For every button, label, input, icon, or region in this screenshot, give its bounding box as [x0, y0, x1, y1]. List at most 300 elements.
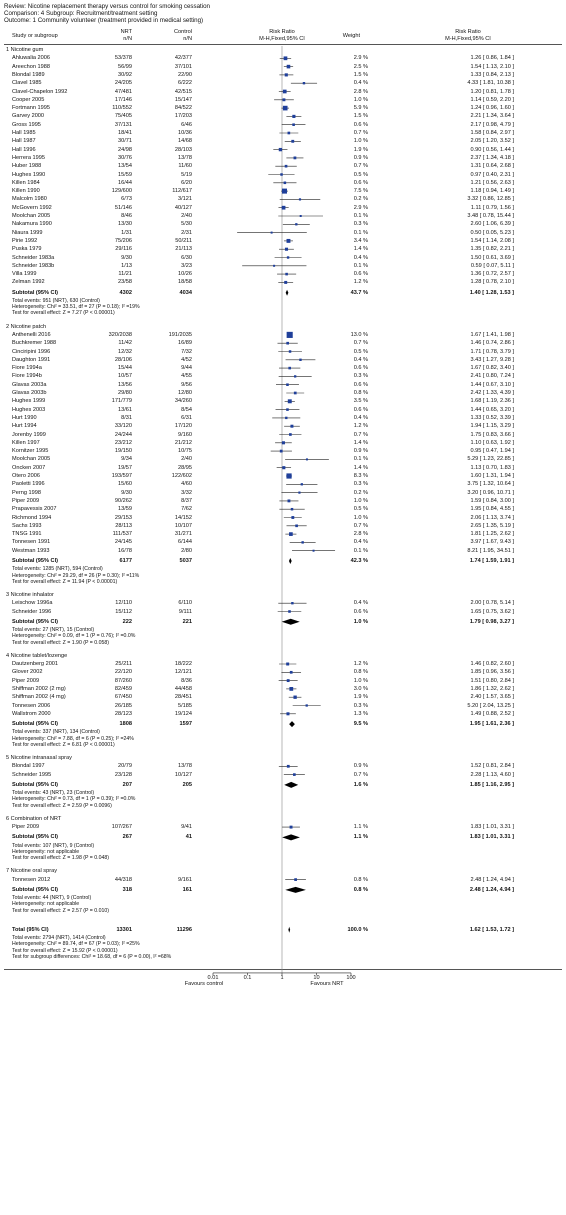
group-6-note-3: Test for overall effect: Z = 1.98 (P = 0.048) — [12, 855, 109, 862]
group-3-study-2-name: Schneider 1996 — [12, 608, 52, 615]
group-1-study-20-nrt: 8/46 — [121, 213, 132, 219]
group-5-subtotal-weight: 1.6 % — [353, 781, 368, 788]
group-2-study-5-risk-ratio: 1.67 [ 0.82, 3.40 ] — [470, 365, 514, 372]
group-1-study-1-risk-ratio: 1.26 [ 0.86, 1.84 ] — [470, 55, 514, 62]
group-2-study-9-weight: 3.5 % — [353, 398, 368, 405]
group-2-study-17-point — [282, 466, 285, 469]
group-2-study-18-risk-ratio: 1.60 [ 1.31, 1.94 ] — [470, 473, 514, 479]
group-2-study-24-name: Sachs 1993 — [12, 522, 42, 529]
group-2-study-25-control: 31/271 — [174, 531, 192, 538]
group-1-study-13-control: 13/78 — [178, 154, 192, 161]
group-3-study-1-weight: 0.4 % — [353, 600, 368, 607]
group-2-subtotal-weight: 42.3 % — [350, 558, 368, 564]
group-6-study-1-weight: 1.1 % — [353, 824, 368, 831]
group-1-study-20-risk-ratio: 3.48 [ 0.78, 15.44 ] — [467, 213, 514, 219]
group-2-study-1-nrt: 320/2038 — [108, 331, 132, 338]
group-1-study-17-weight: 7.5 % — [353, 188, 368, 195]
x-tick-label-3: 1 — [280, 974, 284, 981]
group-6-subtotal-risk-ratio: 1.83 [ 1.01, 3.31 ] — [469, 834, 514, 841]
group-2-study-16-control: 2/40 — [181, 456, 192, 463]
group-1-study-28-control: 18/58 — [178, 279, 192, 286]
group-2-study-27-point — [313, 550, 315, 552]
group-4-study-6-control: 5/185 — [178, 702, 192, 709]
review-title: Review: Nicotine replacement therapy versus control for smoking cessation — [4, 3, 210, 10]
group-1-study-13-name: Herrera 1995 — [12, 154, 45, 161]
group-1-study-17-control: 112/617 — [172, 188, 192, 195]
group-1-study-24-point — [285, 248, 288, 251]
group-1-study-1-weight: 2.9 % — [353, 55, 368, 62]
group-1-study-12-risk-ratio: 0.90 [ 0.56, 1.44 ] — [470, 146, 514, 153]
group-5-note-1: Total events: 43 (NRT), 23 (Control) — [12, 790, 95, 797]
group-4-study-1-weight: 1.2 % — [353, 661, 368, 667]
group-2-study-1-risk-ratio: 1.67 [ 1.41, 1.98 ] — [470, 331, 514, 338]
group-2-study-6-nrt: 10/57 — [118, 373, 132, 380]
total-note-4: Test for subgroup differences: Chi² = 18.68, df = 6 (P = 0.00), I² =68% — [12, 953, 172, 960]
group-2-study-26-weight: 0.4 % — [353, 539, 368, 546]
group-2-study-18-point — [286, 473, 291, 478]
group-2-study-25-name: TNSG 1991 — [12, 531, 42, 538]
group-4-study-6-nrt: 26/185 — [114, 702, 132, 709]
group-2-study-24-point — [295, 524, 298, 527]
group-4-study-4-point — [289, 687, 293, 691]
group-1-study-13-weight: 0.9 % — [353, 154, 368, 161]
group-1-study-7-weight: 5.9 % — [353, 105, 368, 112]
group-7-note-1: Total events: 44 (NRT), 9 (Control) — [12, 895, 92, 902]
group-7-subtotal-diamond — [285, 887, 306, 893]
group-1-study-20-control: 2/40 — [181, 213, 192, 219]
group-1-study-7-name: Fortmann 1995 — [12, 105, 50, 112]
group-1-study-5-nrt: 47/481 — [114, 88, 132, 95]
group-4-study-5-risk-ratio: 2.40 [ 1.57, 3.65 ] — [470, 694, 514, 701]
group-1-study-27-weight: 0.6 % — [353, 271, 368, 278]
group-2-study-15-risk-ratio: 0.95 [ 0.47, 1.94 ] — [470, 448, 514, 455]
group-1-study-25-weight: 0.4 % — [353, 254, 368, 261]
group-2-study-11-point — [285, 417, 287, 419]
group-1-study-17-risk-ratio: 1.18 [ 0.94, 1.49 ] — [470, 188, 514, 195]
x-tick-label-2: 0.1 — [243, 974, 252, 981]
group-7-study-1-point — [294, 878, 297, 881]
group-2-study-19-control: 4/60 — [181, 481, 192, 488]
group-2-study-26-name: Tonnesen 1991 — [12, 539, 51, 546]
col-header-nrt-sub: n/N — [123, 36, 132, 42]
group-3-study-2-risk-ratio: 1.65 [ 0.75, 3.62 ] — [470, 608, 514, 615]
group-2-study-3-risk-ratio: 1.71 [ 0.78, 3.79 ] — [470, 348, 514, 355]
group-6-note-1: Total events: 107 (NRT), 9 (Control) — [12, 842, 95, 849]
col-header-risk-ratio-2: Risk Ratio — [455, 29, 481, 35]
group-2-study-17-nrt: 19/57 — [118, 464, 132, 471]
group-2-study-18-nrt: 193/597 — [111, 473, 132, 479]
group-2-study-5-control: 9/44 — [181, 365, 192, 372]
group-1-study-23-nrt: 75/206 — [114, 237, 132, 244]
group-1-study-16-name: Killen 1984 — [12, 179, 40, 186]
group-1-study-12-name: Hall 1996 — [12, 146, 36, 153]
group-2-study-27-name: Westman 1993 — [12, 547, 50, 554]
group-3-study-1-nrt: 12/110 — [115, 600, 132, 607]
group-5-study-1-nrt: 20/79 — [118, 763, 132, 770]
group-2-study-20-control: 3/32 — [181, 489, 192, 496]
group-2-study-21-nrt: 90/262 — [114, 497, 132, 504]
group-4-note-1: Total events: 337 (NRT), 134 (Control) — [12, 729, 100, 736]
group-1-study-3-point — [285, 73, 288, 76]
axis-label-favours-control: Favours control — [184, 980, 224, 987]
group-1-study-7-risk-ratio: 1.24 [ 0.96, 1.60 ] — [470, 105, 514, 112]
group-3-subtotal-nrt: 222 — [122, 618, 132, 625]
group-2-study-19-weight: 0.3 % — [353, 481, 368, 488]
group-7-study-1-nrt: 44/318 — [114, 876, 132, 883]
comparison-title: Comparison: 4 Subgroup: Recruitment/treatment setting — [4, 10, 158, 17]
group-1-study-11-nrt: 30/71 — [118, 138, 132, 145]
group-1-study-10-risk-ratio: 1.58 [ 0.84, 2.97 ] — [470, 130, 514, 136]
group-2-study-10-name: Hughes 2003 — [12, 406, 46, 413]
group-2-study-16-name: Moolchan 2005 — [12, 456, 51, 463]
group-2-study-18-name: Otero 2006 — [12, 473, 40, 479]
group-1-study-27-nrt: 11/21 — [118, 271, 132, 278]
group-2-subtotal-label: Subtotal (95% CI) — [12, 558, 58, 564]
group-4-study-7-control: 19/124 — [174, 710, 192, 717]
group-6-subtotal-nrt: 267 — [122, 834, 132, 841]
group-2-study-10-control: 8/54 — [181, 406, 192, 413]
group-2-study-9-nrt: 171/779 — [111, 398, 132, 405]
group-2-note-2: Heterogeneity: Chi² = 29.29, df = 26 (P = 0.30); I² =11% — [12, 572, 140, 579]
group-1-note-1: Total events: 951 (NRT), 630 (Control) — [12, 298, 100, 304]
group-5-title: 5 Nicotine intranasal spray — [6, 755, 72, 761]
group-2-study-2-control: 16/89 — [178, 340, 192, 347]
group-2-study-19-risk-ratio: 3.75 [ 1.32, 10.64 ] — [467, 481, 514, 488]
group-4-study-3-point — [287, 679, 290, 682]
group-1-study-8-weight: 1.5 % — [353, 113, 368, 120]
group-6-subtotal-diamond — [282, 834, 300, 840]
group-2-study-17-risk-ratio: 1.13 [ 0.70, 1.83 ] — [470, 464, 514, 471]
group-7-subtotal-control: 161 — [182, 886, 192, 893]
group-1-study-2-weight: 2.5 % — [353, 63, 368, 70]
group-1-study-21-weight: 0.3 % — [353, 221, 368, 228]
group-1-study-21-nrt: 13/30 — [118, 221, 132, 228]
group-4-study-3-risk-ratio: 1.51 [ 0.80, 2.84 ] — [470, 677, 514, 684]
group-4-study-4-control: 44/458 — [174, 685, 192, 692]
group-1-study-5-control: 42/515 — [174, 88, 192, 95]
group-2-study-27-risk-ratio: 8.21 [ 1.95, 34.51 ] — [467, 547, 514, 554]
group-2-study-22-name: Prapavessis 2007 — [12, 506, 57, 513]
group-4-subtotal-label: Subtotal (95% CI) — [12, 721, 58, 728]
group-2-study-3-point — [289, 350, 291, 352]
group-4-study-3-name: Piper 2009 — [12, 677, 40, 684]
group-1-study-7-nrt: 110/552 — [112, 105, 132, 112]
group-1-study-10-nrt: 18/41 — [118, 130, 132, 136]
group-2-study-8-control: 12/80 — [178, 390, 192, 396]
group-1-study-18-control: 3/121 — [178, 196, 192, 203]
total-note-2: Heterogeneity: Chi² = 89.74, df = 67 (P = 0.03); I² =25% — [12, 941, 140, 948]
group-4-study-4-name: Shiffman 2002 (2 mg) — [12, 685, 66, 692]
group-2-study-23-point — [291, 516, 294, 519]
group-2-study-2-name: Buchkremer 1988 — [12, 340, 57, 347]
group-4-study-1-point — [286, 663, 289, 666]
group-1-study-1-control: 42/377 — [174, 55, 192, 62]
group-1-study-17-name: Killen 1990 — [12, 188, 40, 195]
group-6-study-1-name: Piper 2009 — [12, 824, 40, 831]
group-1-study-8-point — [292, 115, 295, 118]
group-2-study-24-weight: 0.7 % — [353, 522, 368, 529]
group-4-study-2-weight: 0.8 % — [353, 669, 368, 676]
group-1-study-20-name: Moolchan 2005 — [12, 213, 51, 219]
group-6-subtotal-label: Subtotal (95% CI) — [12, 834, 58, 841]
group-5-study-1-weight: 0.9 % — [353, 763, 368, 770]
group-2-study-4-control: 4/52 — [181, 356, 192, 363]
group-2-study-4-point — [299, 359, 301, 361]
group-2-study-23-nrt: 29/153 — [114, 514, 132, 521]
group-1-study-2-name: Areechon 1988 — [12, 63, 50, 70]
group-1-study-10-control: 10/36 — [178, 130, 192, 136]
group-1-study-28-risk-ratio: 1.28 [ 0.78, 2.10 ] — [470, 279, 514, 286]
group-2-study-12-name: Hurt 1994 — [12, 423, 37, 430]
group-2-study-15-point — [280, 450, 283, 453]
group-3-subtotal-risk-ratio: 1.79 [ 0.98, 3.27 ] — [469, 618, 514, 625]
outcome-title: Outcome: 1 Community volunteer (treatment provided in medical setting) — [4, 17, 204, 24]
group-4-study-7-name: Wallstrom 2000 — [12, 710, 51, 717]
group-2-subtotal-control: 5037 — [179, 558, 192, 564]
group-1-study-15-risk-ratio: 0.97 [ 0.40, 2.31 ] — [470, 171, 514, 178]
group-1-study-19-point — [282, 206, 286, 210]
group-5-subtotal-diamond — [284, 782, 298, 788]
group-1-study-9-name: Gross 1995 — [12, 121, 41, 128]
group-4-study-7-point — [286, 712, 289, 715]
group-4-study-4-nrt: 82/459 — [114, 685, 132, 692]
group-1-study-4-point — [303, 82, 305, 84]
group-4-note-2: Heterogeneity: Chi² = 7.88, df = 6 (P = 0.25); I² =24% — [12, 735, 134, 742]
group-1-study-17-point — [282, 189, 287, 194]
group-2-study-1-name: Anthenelli 2016 — [12, 331, 51, 338]
group-2-study-7-point — [286, 383, 289, 386]
group-1-study-14-risk-ratio: 1.31 [ 0.64, 2.68 ] — [470, 163, 514, 170]
group-4-study-2-risk-ratio: 1.85 [ 0.96, 3.56 ] — [470, 669, 514, 676]
group-2-study-2-point — [286, 342, 289, 345]
group-1-study-9-control: 6/46 — [181, 121, 192, 128]
group-3-study-1-risk-ratio: 2.00 [ 0.78, 5.14 ] — [470, 600, 514, 607]
group-7-subtotal-nrt: 318 — [122, 886, 132, 893]
group-1-study-20-point — [300, 215, 302, 217]
group-2-study-27-nrt: 16/78 — [118, 547, 132, 554]
group-1-study-8-name: Garvey 2000 — [12, 113, 45, 120]
group-2-study-20-weight: 0.2 % — [353, 489, 368, 496]
group-2-study-6-weight: 0.3 % — [353, 373, 368, 380]
group-1-study-15-name: Hughes 1990 — [12, 171, 46, 178]
col-header-nrt: NRT — [120, 29, 132, 35]
group-1-study-3-name: Blondal 1989 — [12, 71, 45, 78]
group-1-study-13-point — [294, 157, 297, 160]
group-1-study-23-point — [287, 239, 291, 243]
group-4-study-3-weight: 1.0 % — [353, 677, 368, 684]
group-2-study-4-name: Daughton 1991 — [12, 356, 51, 363]
group-2-study-9-point — [288, 399, 292, 403]
group-1-study-19-control: 40/127 — [174, 204, 192, 211]
group-1-study-25-risk-ratio: 1.50 [ 0.61, 3.69 ] — [470, 254, 514, 261]
group-4-study-6-risk-ratio: 5.20 [ 2.04, 13.25 ] — [467, 702, 514, 709]
group-3-note-3: Test for overall effect: Z = 1.90 (P = 0.058) — [12, 639, 109, 646]
group-2-study-24-risk-ratio: 2.65 [ 1.35, 5.19 ] — [470, 522, 514, 529]
group-1-study-15-control: 5/19 — [181, 171, 192, 178]
group-5-study-1-name: Blondal 1997 — [12, 763, 45, 770]
total-risk-ratio: 1.62 [ 1.53, 1.72 ] — [469, 926, 514, 933]
group-1-study-16-weight: 0.6 % — [353, 179, 368, 186]
group-1-study-28-point — [284, 281, 287, 284]
group-4-study-7-weight: 1.3 % — [353, 710, 368, 717]
group-5-subtotal-control: 205 — [182, 781, 192, 788]
group-3-title: 3 Nicotine inhalator — [6, 591, 54, 598]
group-4-subtotal-nrt: 1808 — [119, 721, 132, 728]
group-4-study-2-name: Glover 2002 — [12, 669, 43, 676]
group-2-study-21-name: Piper 2009 — [12, 497, 40, 504]
group-1-study-6-nrt: 17/146 — [114, 96, 132, 103]
group-2-study-23-risk-ratio: 2.06 [ 1.13, 3.74 ] — [470, 514, 514, 521]
group-1-study-8-control: 17/203 — [174, 113, 192, 120]
group-1-study-16-point — [284, 182, 287, 185]
group-2-study-25-nrt: 111/537 — [112, 531, 132, 538]
group-1-study-24-control: 21/113 — [175, 246, 192, 253]
group-2-note-1: Total events: 1285 (NRT), 594 (Control) — [12, 566, 103, 573]
group-3-study-2-weight: 0.6 % — [353, 608, 368, 615]
group-7-study-1-control: 9/161 — [178, 876, 192, 883]
group-1-study-14-weight: 0.7 % — [353, 163, 368, 170]
group-2-study-24-nrt: 28/113 — [115, 522, 132, 529]
group-4-study-3-nrt: 87/260 — [114, 677, 132, 684]
group-2-study-16-nrt: 9/34 — [121, 456, 132, 463]
total-nrt: 13301 — [116, 926, 132, 933]
group-2-study-15-control: 10/75 — [178, 448, 192, 455]
col-header-risk-ratio-method: M-H,Fixed,95% CI — [259, 36, 305, 42]
group-2-study-17-control: 28/95 — [178, 464, 192, 471]
group-1-study-9-risk-ratio: 2.17 [ 0.98, 4.79 ] — [470, 121, 514, 128]
group-3-note-1: Total events: 27 (NRT), 15 (Control) — [12, 627, 95, 634]
group-2-study-14-risk-ratio: 1.10 [ 0.63, 1.92 ] — [470, 439, 514, 446]
group-1-study-22-nrt: 1/31 — [121, 229, 132, 236]
group-1-study-21-name: Nakamura 1990 — [12, 221, 52, 228]
group-1-study-21-point — [295, 223, 297, 225]
group-2-study-23-weight: 1.0 % — [353, 514, 368, 521]
group-2-study-11-risk-ratio: 1.33 [ 0.52, 3.39 ] — [470, 414, 514, 421]
group-1-study-3-risk-ratio: 1.33 [ 0.84, 2.13 ] — [470, 71, 514, 78]
col-header-control: Control — [173, 29, 192, 35]
col-header-risk-ratio-method-2: M-H,Fixed,95% CI — [445, 36, 491, 42]
total-label: Total (95% CI) — [12, 926, 49, 933]
group-1-study-15-weight: 0.5 % — [353, 171, 368, 178]
group-7-subtotal-weight: 0.8 % — [353, 886, 368, 893]
group-7-study-1-risk-ratio: 2.48 [ 1.24, 4.94 ] — [470, 876, 514, 883]
group-1-study-25-name: Schneider 1983a — [12, 254, 55, 261]
group-1-study-9-weight: 0.6 % — [353, 121, 368, 128]
group-4-study-2-nrt: 22/120 — [114, 669, 132, 676]
group-1-study-12-point — [279, 148, 282, 151]
group-3-study-1-control: 6/110 — [178, 600, 192, 607]
group-6-subtotal-control: 41 — [185, 834, 192, 841]
group-4-study-7-nrt: 28/123 — [114, 710, 132, 717]
group-4-study-4-weight: 3.0 % — [353, 685, 368, 692]
group-1-study-18-nrt: 6/73 — [121, 196, 132, 203]
group-2-study-16-risk-ratio: 5.29 [ 1.23, 22.85 ] — [467, 456, 514, 463]
group-3-note-2: Heterogeneity: Chi² = 0.09, df = 1 (P = 0.76); I² =0.0% — [12, 633, 136, 640]
group-7-note-2: Heterogeneity: not applicable — [12, 901, 80, 908]
group-2-note-3: Test for overall effect: Z = 11.94 (P < 0.00001) — [12, 578, 118, 585]
group-2-study-14-nrt: 23/212 — [114, 439, 132, 446]
group-2-study-23-name: Richmond 1994 — [12, 514, 52, 521]
group-2-study-13-name: Jorenby 1999 — [12, 431, 46, 438]
group-3-study-2-nrt: 15/112 — [115, 608, 132, 615]
group-2-study-9-name: Hughes 1999 — [12, 398, 46, 405]
group-1-study-19-risk-ratio: 1.11 [ 0.79, 1.56 ] — [470, 204, 514, 211]
group-1-study-28-nrt: 23/58 — [118, 279, 132, 286]
group-5-study-2-weight: 0.7 % — [353, 771, 368, 778]
x-tick-label-4: 10 — [313, 974, 320, 981]
group-4-study-5-nrt: 67/450 — [114, 694, 132, 701]
group-2-study-13-risk-ratio: 1.75 [ 0.83, 3.66 ] — [470, 431, 514, 438]
group-2-study-12-weight: 1.2 % — [353, 423, 368, 430]
group-1-study-9-nrt: 37/131 — [114, 121, 132, 128]
group-2-study-2-nrt: 11/42 — [118, 340, 132, 347]
group-2-study-8-point — [294, 392, 297, 395]
group-2-study-20-point — [298, 492, 300, 494]
group-4-study-1-nrt: 25/211 — [115, 661, 132, 667]
group-4-study-5-weight: 1.9 % — [353, 694, 368, 701]
group-7-note-3: Test for overall effect: Z = 2.57 (P = 0.010) — [12, 907, 109, 914]
group-2-study-8-name: Glavas 2003b — [12, 390, 47, 396]
x-tick-label-1: 0.01 — [207, 974, 219, 981]
group-5-study-1-control: 13/78 — [178, 763, 192, 770]
group-5-note-2: Heterogeneity: Chi² = 0.73, df = 1 (P = 0.39); I² =0.0% — [12, 796, 136, 803]
group-4-study-6-point — [306, 704, 308, 706]
group-7-subtotal-risk-ratio: 2.48 [ 1.24, 4.94 ] — [469, 886, 514, 893]
group-2-study-21-risk-ratio: 1.59 [ 0.84, 3.00 ] — [470, 497, 514, 504]
group-4-subtotal-risk-ratio: 1.95 [ 1.61, 2.36 ] — [469, 721, 514, 728]
group-1-study-2-risk-ratio: 1.54 [ 1.13, 2.10 ] — [470, 63, 514, 70]
group-1-study-5-point — [283, 90, 287, 94]
group-2-study-23-control: 14/152 — [174, 514, 192, 521]
group-3-subtotal-control: 221 — [182, 618, 192, 625]
group-1-study-24-risk-ratio: 1.35 [ 0.82, 2.21 ] — [470, 246, 514, 253]
group-2-study-13-control: 9/160 — [178, 431, 192, 438]
group-1-subtotal-label: Subtotal (95% CI) — [12, 289, 58, 296]
group-1-study-27-point — [285, 273, 288, 276]
group-1-study-22-risk-ratio: 0.50 [ 0.05, 5.23 ] — [470, 229, 514, 236]
group-4-study-7-risk-ratio: 1.49 [ 0.88, 2.52 ] — [470, 710, 514, 717]
group-2-study-8-nrt: 29/80 — [118, 390, 132, 396]
group-1-study-14-point — [285, 165, 288, 168]
group-1-study-11-point — [291, 140, 294, 143]
group-1-study-1-point — [284, 56, 288, 60]
group-4-note-3: Test for overall effect: Z = 6.81 (P < 0.00001) — [12, 741, 115, 748]
group-1-study-26-weight: 0.1 % — [353, 262, 368, 269]
group-2-study-25-point — [289, 532, 293, 536]
group-1-study-4-weight: 0.4 % — [353, 80, 368, 87]
group-1-study-12-control: 28/103 — [174, 146, 192, 153]
x-tick-label-5: 100 — [346, 974, 356, 981]
group-1-study-21-risk-ratio: 2.60 [ 1.06, 6.39 ] — [470, 221, 514, 228]
group-5-study-2-point — [293, 773, 296, 776]
total-diamond — [288, 927, 290, 933]
group-3-study-1-point — [291, 602, 293, 604]
group-2-study-14-control: 21/212 — [174, 439, 192, 446]
group-2-study-5-name: Fiore 1994a — [12, 365, 42, 372]
group-1-study-19-name: McGovern 1992 — [12, 204, 52, 211]
group-2-study-7-control: 9/56 — [181, 381, 192, 388]
group-2-study-11-control: 6/31 — [181, 414, 192, 421]
col-header-weight: Weight — [342, 33, 360, 39]
group-1-study-14-control: 11/60 — [178, 163, 192, 170]
group-1-study-16-control: 6/20 — [181, 179, 192, 186]
group-1-study-23-risk-ratio: 1.54 [ 1.14, 2.08 ] — [470, 237, 514, 244]
group-1-study-17-nrt: 129/600 — [111, 188, 132, 195]
col-header-control-sub: n/N — [183, 36, 192, 42]
group-7-study-1-weight: 0.8 % — [353, 876, 368, 883]
group-2-title: 2 Nicotine patch — [6, 323, 47, 330]
group-1-study-18-risk-ratio: 3.32 [ 0.86, 12.85 ] — [467, 196, 514, 203]
